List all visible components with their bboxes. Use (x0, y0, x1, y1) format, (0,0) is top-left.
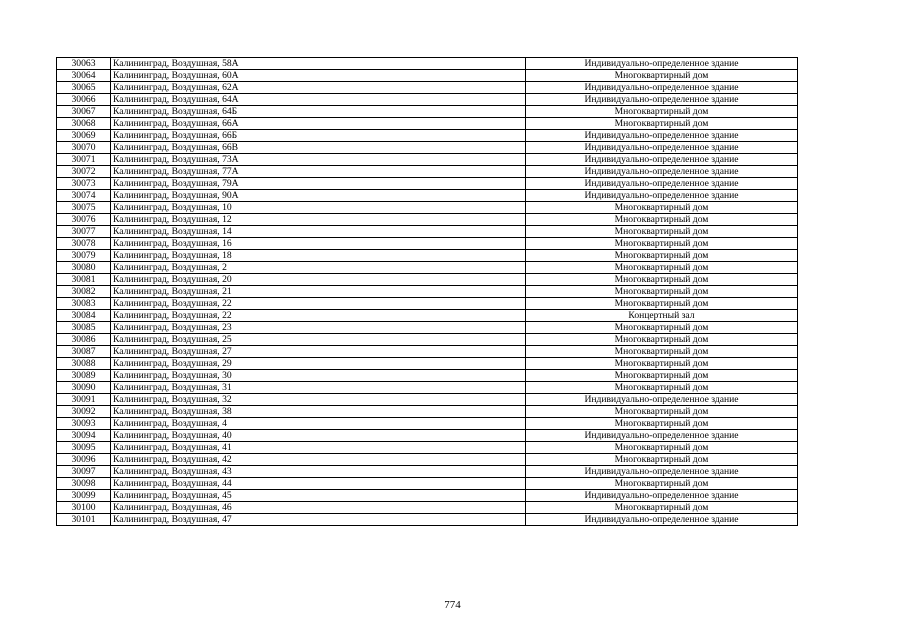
table-row (57, 442, 798, 454)
row-building-type-cell: Многоквартирный дом (526, 370, 798, 382)
row-building-type-cell: Многоквартирный дом (526, 442, 798, 454)
table-row (57, 322, 798, 334)
row-address-cell: Калининград, Воздушная, 16 (111, 238, 526, 250)
row-id-cell: 30082 (57, 286, 111, 298)
row-building-type-cell: Индивидуально-определенное здание (526, 190, 798, 202)
table-row (57, 382, 798, 394)
table-body (57, 58, 798, 526)
row-id-cell: 30068 (57, 118, 111, 130)
row-id-cell: 30090 (57, 382, 111, 394)
table-row (57, 190, 798, 202)
row-address-cell: Калининград, Воздушная, 12 (111, 214, 526, 226)
row-building-type-cell: Многоквартирный дом (526, 502, 798, 514)
row-address-cell: Калининград, Воздушная, 22 (111, 310, 526, 322)
row-building-type-cell: Многоквартирный дом (526, 202, 798, 214)
row-address-cell: Калининград, Воздушная, 66В (111, 142, 526, 154)
row-address-cell: Калининград, Воздушная, 4 (111, 418, 526, 430)
row-building-type-cell: Многоквартирный дом (526, 346, 798, 358)
row-address-cell: Калининград, Воздушная, 20 (111, 274, 526, 286)
row-building-type-cell: Многоквартирный дом (526, 226, 798, 238)
row-id-cell: 30101 (57, 514, 111, 526)
row-address-cell: Калининград, Воздушная, 66А (111, 118, 526, 130)
row-building-type-cell: Индивидуально-определенное здание (526, 82, 798, 94)
row-id-cell: 30088 (57, 358, 111, 370)
row-address-cell: Калининград, Воздушная, 18 (111, 250, 526, 262)
row-address-cell: Калининград, Воздушная, 27 (111, 346, 526, 358)
row-building-type-cell: Многоквартирный дом (526, 322, 798, 334)
row-id-cell: 30079 (57, 250, 111, 262)
row-id-cell: 30083 (57, 298, 111, 310)
row-building-type-cell: Многоквартирный дом (526, 70, 798, 82)
row-building-type-cell: Многоквартирный дом (526, 418, 798, 430)
row-id-cell: 30099 (57, 490, 111, 502)
row-id-cell: 30086 (57, 334, 111, 346)
row-address-cell: Калининград, Воздушная, 23 (111, 322, 526, 334)
table-row (57, 106, 798, 118)
row-building-type-cell: Индивидуально-определенное здание (526, 430, 798, 442)
table-row (57, 82, 798, 94)
row-address-cell: Калининград, Воздушная, 10 (111, 202, 526, 214)
table-row (57, 418, 798, 430)
row-building-type-cell: Многоквартирный дом (526, 334, 798, 346)
table-row (57, 58, 798, 70)
row-id-cell: 30080 (57, 262, 111, 274)
table-row (57, 406, 798, 418)
row-address-cell: Калининград, Воздушная, 42 (111, 454, 526, 466)
row-id-cell: 30094 (57, 430, 111, 442)
row-address-cell: Калининград, Воздушная, 90А (111, 190, 526, 202)
table-row (57, 118, 798, 130)
row-id-cell: 30092 (57, 406, 111, 418)
row-building-type-cell: Многоквартирный дом (526, 274, 798, 286)
table-row (57, 430, 798, 442)
row-building-type-cell: Индивидуально-определенное здание (526, 490, 798, 502)
row-address-cell: Калининград, Воздушная, 46 (111, 502, 526, 514)
row-address-cell: Калининград, Воздушная, 30 (111, 370, 526, 382)
table-row (57, 358, 798, 370)
row-id-cell: 30064 (57, 70, 111, 82)
row-address-cell: Калининград, Воздушная, 58А (111, 58, 526, 70)
row-building-type-cell: Индивидуально-определенное здание (526, 154, 798, 166)
row-id-cell: 30067 (57, 106, 111, 118)
table-row (57, 454, 798, 466)
row-address-cell: Калининград, Воздушная, 43 (111, 466, 526, 478)
row-address-cell: Калининград, Воздушная, 62А (111, 82, 526, 94)
row-address-cell: Калининград, Воздушная, 77А (111, 166, 526, 178)
row-building-type-cell: Многоквартирный дом (526, 358, 798, 370)
table-row (57, 142, 798, 154)
row-id-cell: 30087 (57, 346, 111, 358)
row-address-cell: Калининград, Воздушная, 64А (111, 94, 526, 106)
table-row (57, 214, 798, 226)
row-address-cell: Калининград, Воздушная, 2 (111, 262, 526, 274)
table-row (57, 394, 798, 406)
row-building-type-cell: Индивидуально-определенное здание (526, 394, 798, 406)
row-building-type-cell: Многоквартирный дом (526, 106, 798, 118)
table-row (57, 226, 798, 238)
row-id-cell: 30075 (57, 202, 111, 214)
table-row (57, 502, 798, 514)
row-address-cell: Калининград, Воздушная, 29 (111, 358, 526, 370)
table-row (57, 130, 798, 142)
table-row (57, 178, 798, 190)
table-row (57, 154, 798, 166)
row-building-type-cell: Индивидуально-определенное здание (526, 142, 798, 154)
row-address-cell: Калининград, Воздушная, 66Б (111, 130, 526, 142)
row-id-cell: 30073 (57, 178, 111, 190)
table-row (57, 70, 798, 82)
row-building-type-cell: Многоквартирный дом (526, 214, 798, 226)
row-address-cell: Калининград, Воздушная, 21 (111, 286, 526, 298)
table-row (57, 298, 798, 310)
row-id-cell: 30098 (57, 478, 111, 490)
building-registry-table (56, 57, 798, 526)
row-id-cell: 30097 (57, 466, 111, 478)
table-row (57, 478, 798, 490)
row-id-cell: 30069 (57, 130, 111, 142)
row-building-type-cell: Многоквартирный дом (526, 406, 798, 418)
row-building-type-cell: Концертный зал (526, 310, 798, 322)
row-id-cell: 30077 (57, 226, 111, 238)
table-row (57, 490, 798, 502)
row-address-cell: Калининград, Воздушная, 44 (111, 478, 526, 490)
row-building-type-cell: Многоквартирный дом (526, 298, 798, 310)
page-number: 774 (444, 599, 461, 611)
table-row (57, 334, 798, 346)
row-id-cell: 30066 (57, 94, 111, 106)
table-row (57, 346, 798, 358)
table-row (57, 166, 798, 178)
row-address-cell: Калининград, Воздушная, 22 (111, 298, 526, 310)
row-id-cell: 30076 (57, 214, 111, 226)
table-row (57, 274, 798, 286)
row-building-type-cell: Многоквартирный дом (526, 454, 798, 466)
row-id-cell: 30074 (57, 190, 111, 202)
row-id-cell: 30091 (57, 394, 111, 406)
row-building-type-cell: Индивидуально-определенное здание (526, 130, 798, 142)
row-building-type-cell: Индивидуально-определенное здание (526, 94, 798, 106)
row-address-cell: Калининград, Воздушная, 25 (111, 334, 526, 346)
row-id-cell: 30095 (57, 442, 111, 454)
row-id-cell: 30072 (57, 166, 111, 178)
row-building-type-cell: Индивидуально-определенное здание (526, 466, 798, 478)
table-row (57, 370, 798, 382)
row-id-cell: 30081 (57, 274, 111, 286)
row-building-type-cell: Многоквартирный дом (526, 262, 798, 274)
row-id-cell: 30065 (57, 82, 111, 94)
row-id-cell: 30096 (57, 454, 111, 466)
table-row (57, 262, 798, 274)
row-address-cell: Калининград, Воздушная, 14 (111, 226, 526, 238)
row-id-cell: 30089 (57, 370, 111, 382)
row-building-type-cell: Индивидуально-определенное здание (526, 166, 798, 178)
row-building-type-cell: Многоквартирный дом (526, 286, 798, 298)
row-address-cell: Калининград, Воздушная, 31 (111, 382, 526, 394)
row-address-cell: Калининград, Воздушная, 40 (111, 430, 526, 442)
row-id-cell: 30078 (57, 238, 111, 250)
table-row (57, 202, 798, 214)
row-address-cell: Калининград, Воздушная, 47 (111, 514, 526, 526)
row-address-cell: Калининград, Воздушная, 79А (111, 178, 526, 190)
row-building-type-cell: Многоквартирный дом (526, 238, 798, 250)
row-id-cell: 30071 (57, 154, 111, 166)
row-address-cell: Калининград, Воздушная, 38 (111, 406, 526, 418)
row-building-type-cell: Индивидуально-определенное здание (526, 178, 798, 190)
row-building-type-cell: Индивидуально-определенное здание (526, 514, 798, 526)
row-building-type-cell: Индивидуально-определенное здание (526, 58, 798, 70)
row-id-cell: 30070 (57, 142, 111, 154)
row-id-cell: 30063 (57, 58, 111, 70)
row-building-type-cell: Многоквартирный дом (526, 382, 798, 394)
table-row (57, 466, 798, 478)
row-building-type-cell: Многоквартирный дом (526, 250, 798, 262)
table-row (57, 94, 798, 106)
row-address-cell: Калининград, Воздушная, 45 (111, 490, 526, 502)
row-building-type-cell: Многоквартирный дом (526, 478, 798, 490)
row-address-cell: Калининград, Воздушная, 32 (111, 394, 526, 406)
table-row (57, 250, 798, 262)
table-row (57, 310, 798, 322)
table-row (57, 514, 798, 526)
row-id-cell: 30093 (57, 418, 111, 430)
row-address-cell: Калининград, Воздушная, 64Б (111, 106, 526, 118)
row-id-cell: 30100 (57, 502, 111, 514)
row-id-cell: 30085 (57, 322, 111, 334)
row-address-cell: Калининград, Воздушная, 73А (111, 154, 526, 166)
row-address-cell: Калининград, Воздушная, 41 (111, 442, 526, 454)
row-building-type-cell: Многоквартирный дом (526, 118, 798, 130)
row-id-cell: 30084 (57, 310, 111, 322)
row-address-cell: Калининград, Воздушная, 60А (111, 70, 526, 82)
table-row (57, 238, 798, 250)
table-row (57, 286, 798, 298)
